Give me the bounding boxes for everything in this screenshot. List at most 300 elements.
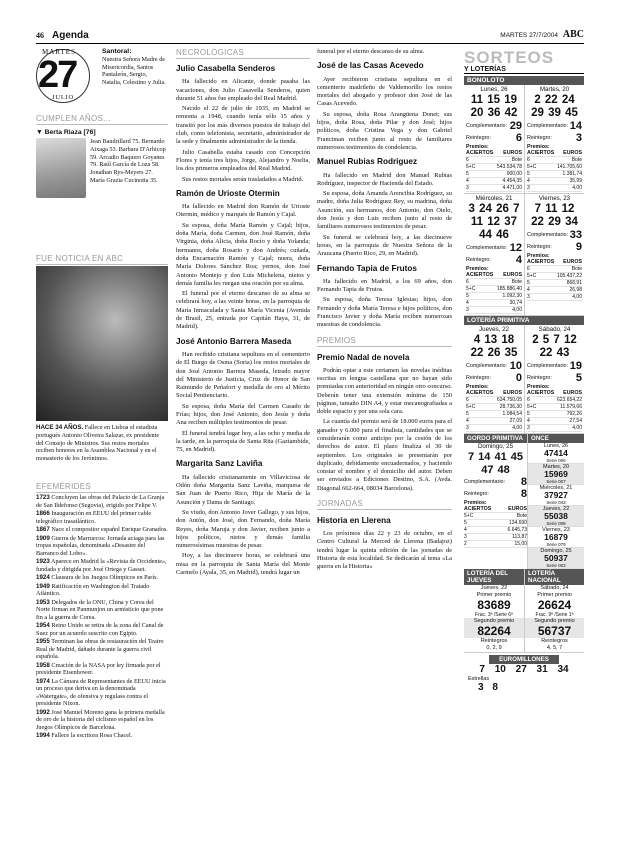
prize-category: 4 bbox=[466, 300, 469, 306]
draw-reint bbox=[466, 254, 522, 266]
efemeride-item bbox=[36, 494, 168, 509]
premios-label: Premios: bbox=[527, 384, 550, 390]
jornadas-heading: JORNADAS bbox=[317, 499, 452, 510]
obituary-title: José de las Casas Acevedo bbox=[317, 61, 424, 71]
obituary-title: Ramón de Urioste Otermin bbox=[176, 188, 280, 198]
bonoloto-results bbox=[464, 85, 584, 316]
efemeride-year: 1723 bbox=[36, 494, 50, 501]
draw-reint bbox=[466, 132, 522, 144]
efemeride-text: Fallece la escritora Rosa Chacel. bbox=[51, 732, 133, 739]
lottery-draw bbox=[524, 85, 584, 193]
prize-category: 3 bbox=[527, 425, 530, 431]
comp-label: Complementario: bbox=[466, 363, 508, 369]
prize-amount: Bote bbox=[511, 157, 522, 163]
prize-row bbox=[527, 411, 582, 418]
prize-row bbox=[527, 185, 582, 192]
efemeride-text: Creación de la NASA por ley firmada por el presidente Eisenhower. bbox=[36, 661, 161, 676]
euros-label: EUROS bbox=[563, 259, 582, 265]
draw-pair bbox=[464, 85, 584, 194]
lottery-draw bbox=[464, 325, 524, 433]
prize-row bbox=[464, 513, 527, 520]
efemeride-year: 1949 bbox=[36, 582, 50, 590]
page-header bbox=[36, 30, 584, 44]
prize-table bbox=[527, 384, 582, 432]
obituary-paragraph: El funeral tendrá lugar hoy, a las ocho y media de la tarde, en la parroquia de Santa Rita (Gaztambide, 75, en Madrid). bbox=[176, 429, 310, 454]
prize-category: 6 bbox=[466, 279, 469, 285]
euros-label: EUROS bbox=[563, 390, 582, 396]
sorteos-title: SORTEOS bbox=[464, 48, 555, 67]
reint-label: Reintegro: bbox=[466, 135, 491, 141]
prize-row bbox=[527, 178, 582, 185]
prize-amount: 26,98 bbox=[569, 287, 582, 293]
euromillones-bar: EUROMILLONES bbox=[489, 655, 559, 664]
efemeride-text: Concluyen las obras del Palacio de La Granja de San Ildefonso (Segovia), erigido por Felipe V. bbox=[36, 494, 165, 509]
obituary-paragraph: Ha fallecido en Madrid, a los 69 años, don Fernando Tapia de Frutos. bbox=[317, 277, 452, 294]
gordo-numbers: 7 14 41 45 47 48 bbox=[468, 451, 523, 476]
efemeride-text: La Cámara de Representantes de EEUU inicia un proceso que deriva en la denominada «Watergate», de ofensiva y regulass contra el presidente Nixon. bbox=[36, 677, 166, 707]
once-item bbox=[528, 485, 584, 506]
prize-category: 3 bbox=[466, 307, 469, 313]
prize-amount: 141.705,60 bbox=[556, 164, 582, 170]
prize-row bbox=[466, 307, 522, 314]
obituary-paragraph: Su esposa, doña Amanda Arencibia Rodríguez, su madre, doña Julia Rodríguez Rey, su madrina, doña Asunción, sus hermanos, don Antonio, don Otelo, don Jesús y don Luis reciben junto al resto de familiares numerosos testimonios de pesar. bbox=[317, 190, 452, 231]
once-day: Martes, 20 bbox=[543, 464, 569, 470]
prize-row bbox=[464, 520, 527, 527]
lottery-draw bbox=[524, 325, 584, 433]
efemeride-item bbox=[36, 622, 168, 637]
bonoloto-bar: BONOLOTO bbox=[464, 76, 584, 85]
aciertos-label: ACIERTOS bbox=[527, 259, 555, 265]
efemeride-text: Guerra de Marruecos: Jornada aciaga para las tropas españolas, denominada «Desastre del Barranco del Lobo». bbox=[36, 534, 165, 557]
jueves-second-label: Segundo premio bbox=[464, 618, 524, 625]
draw-comp bbox=[466, 242, 522, 254]
comp-value: 12 bbox=[509, 242, 522, 254]
once-item bbox=[528, 443, 584, 464]
prize-amount: 11.579,66 bbox=[560, 404, 582, 410]
jueves-first-extra: Frac. 3ª /Serie 6ª bbox=[475, 611, 513, 618]
prize-row bbox=[527, 397, 582, 404]
efemeride-year: 1867 bbox=[36, 526, 50, 533]
nacional-second: 56737 bbox=[525, 625, 584, 638]
prize-category: 5 bbox=[527, 280, 530, 286]
primitiva-bar: LOTERÍA PRIMITIVA bbox=[464, 316, 584, 325]
jueves-second: 82264 bbox=[464, 625, 524, 638]
prize-row bbox=[527, 273, 582, 280]
reint-label: Reintegro: bbox=[466, 257, 491, 263]
once-box bbox=[528, 434, 584, 569]
once-day: Miércoles, 21 bbox=[539, 485, 573, 491]
premios-heading: PREMIOS bbox=[317, 336, 452, 347]
reint-value: 5 bbox=[575, 372, 582, 384]
prize-amount: Bote bbox=[511, 279, 522, 285]
weekday: MARTES bbox=[42, 48, 76, 56]
prize-header bbox=[466, 272, 522, 279]
prize-header bbox=[464, 506, 527, 513]
prize-category: 5+C bbox=[527, 164, 537, 170]
prize-category: 5 bbox=[466, 293, 469, 299]
loterias-row bbox=[464, 569, 584, 653]
euros-label: EUROS bbox=[503, 272, 522, 278]
obituary-paragraph: Su esposa, doña Teresa Iglesias; hijos, don Fernando y doña María Teresa e hijos políticos, don Francisco Javier y doña María reciben numerosas muestras de condolencia. bbox=[317, 296, 452, 329]
efemeride-year: 1909 bbox=[36, 534, 50, 542]
euromillones-numbers: 7 10 27 31 34 bbox=[479, 663, 569, 675]
prize-category: 2 bbox=[464, 541, 467, 547]
obituary-paragraph: Hoy, a las diecinueve horas, se celebrará una misa en la parroquia de Santa María del Monte Carmelo (Ayala, 35, en Madrid), tendrá lugar un bbox=[176, 552, 310, 577]
prize-row bbox=[466, 418, 522, 425]
once-number: 37927 bbox=[544, 490, 568, 500]
prize-category: 3 bbox=[527, 294, 530, 300]
once-item bbox=[528, 464, 584, 485]
prize-category: 4 bbox=[466, 178, 469, 184]
month: JULIO bbox=[52, 94, 75, 101]
prize-row bbox=[527, 287, 582, 294]
nacional-reint-label: Reintegros bbox=[541, 638, 568, 645]
prize-row bbox=[527, 425, 582, 432]
prize-row bbox=[466, 164, 522, 171]
nacional-second-label: Segundo premio bbox=[525, 618, 584, 625]
comp-label: Complementario: bbox=[527, 232, 569, 238]
prize-category: 5 bbox=[527, 411, 530, 417]
prize-amount: 868,91 bbox=[566, 280, 582, 286]
obituary-paragraph: Su esposa, doña Rosa Arangüena Donet; sus hijos, doña Rosa, doña Pilar y don José; hijos políticos, doña Cristina Vega y don Gabriel Franctman reciben junto al resto de familiares numerosos testimonios de condolencia. bbox=[317, 110, 452, 151]
prize-header bbox=[527, 150, 582, 157]
premios-title: Premio Nadal de novela bbox=[317, 352, 410, 362]
prize-row bbox=[466, 178, 522, 185]
prize-row bbox=[466, 157, 522, 164]
prize-amount: 6.645,73 bbox=[507, 527, 527, 533]
draw-pair bbox=[464, 325, 584, 434]
reint-value: 0 bbox=[515, 372, 522, 384]
obituary-paragraph: Julio Casabella estaba casado con Concepción Flores y tenía tres hijos, Jorge, Alejandro y Noelia, los dos primeros empleados del Real Madrid. bbox=[176, 148, 310, 173]
premios-paragraph: La cuantía del premio será de 18.000 euros para el ganador y 6.000 para el finalista, cantidades que se considerarán como anticipo por la cesión de los derechos de autor. El plazo finaliza el 30 de septiembre. Los originales se presentarán por duplicado, debidamente encuadernados, y haciendo constar el nombre y el domicilio del autor. Deben ser enviados a Ediciones Destino, S.A. (Avda. Diagonal 662-664, 08034 Barcelona). bbox=[317, 418, 452, 492]
loteria-nacional bbox=[524, 569, 584, 652]
prize-row bbox=[466, 425, 522, 432]
obituary-title: Fernando Tapia de Frutos bbox=[317, 263, 417, 273]
photo-caption-bold: HACE 34 AÑOS. bbox=[36, 424, 84, 431]
prize-amount: 4,00 bbox=[512, 307, 522, 313]
reint-label: Reintegro: bbox=[464, 491, 489, 497]
once-bar: ONCE bbox=[528, 434, 584, 443]
prize-row bbox=[527, 418, 582, 425]
necrologicas-heading: NECROLÓGICAS bbox=[176, 48, 310, 59]
prize-table bbox=[466, 384, 522, 432]
efemerides-heading: EFEMÉRIDES bbox=[36, 482, 168, 493]
photo-caption-text: Fallece en Lisboa el estadista portugués Antonio Oliveira Salazar, ex presidente del Consejo de Ministros. Sus restos mortales reciben honores en la Asamblea Nacional y en el monasterio de los Jerónimos. bbox=[36, 424, 160, 463]
aciertos-label: ACIERTOS bbox=[527, 150, 555, 156]
prize-row bbox=[466, 279, 522, 286]
draw-day: Viernes, 23 bbox=[538, 195, 571, 202]
section-title: Agenda bbox=[52, 30, 89, 41]
sorteos-subtitle: Y LOTERÍAS bbox=[464, 66, 584, 74]
efemeride-item bbox=[36, 638, 168, 661]
nacional-first-extra: Frac. 9ª /Serie 1ª bbox=[535, 611, 574, 618]
prize-table bbox=[527, 144, 582, 192]
efemeride-text: Aparece en Madrid la «Revista de Occidente», fundada y dirigida por José Ortega y Gasset. bbox=[36, 558, 167, 573]
santoral-text: Nuestra Señora Madre de Misericordia, Santos Pantaleón, Sergio, Natalia, Celestino y Julia. bbox=[102, 55, 166, 87]
prize-amount: Bote bbox=[571, 157, 582, 163]
once-number: 15969 bbox=[544, 469, 568, 479]
efemeride-year: 1953 bbox=[36, 598, 50, 606]
efemeride-item bbox=[36, 558, 168, 573]
euromillones-box bbox=[464, 655, 584, 693]
aciertos-label: ACIERTOS bbox=[466, 390, 494, 396]
prize-amount: Bote bbox=[516, 513, 527, 519]
prize-category: 5+C bbox=[466, 286, 476, 292]
cumple-heading: CUMPLEN AÑOS... bbox=[36, 114, 168, 125]
gordo-box bbox=[464, 434, 528, 569]
prize-row bbox=[527, 280, 582, 287]
reint-label: Reintegro: bbox=[527, 375, 552, 381]
prize-category: 6 bbox=[527, 266, 530, 272]
once-number: 50937 bbox=[544, 553, 568, 563]
prize-table bbox=[527, 253, 582, 301]
gordo-bar: GORDO PRIMITIVA bbox=[464, 434, 527, 443]
prize-row bbox=[464, 534, 527, 541]
draw-numbers: 4 13 18 22 26 35 bbox=[470, 334, 518, 359]
obituary-paragraph: Su funeral se celebrará hoy, a las diecinueve horas, en la parroquia de Nuestra Señora de la Araucana (Puerto Rico, 29, en Madrid). bbox=[317, 233, 452, 258]
cumple-name: ▼ Berta Riaza [76] bbox=[36, 129, 96, 136]
obituary-paragraph: Ayer recibieron cristiana sepultura en el cementerio madrileño de Valdemorillo los restos mortales del abogado y profesor don José de las Casas Acevedo. bbox=[317, 75, 452, 108]
obituary-paragraph: Han recibido cristiana sepultura en el cementerio de El Burgo de Osma (Soria) los restos mortales de don José Antonio Barrera Maseda, letrado mayor del Ministerio de Justicia, Cruz de Honor de San Raimundo de Peñafort y medalla de oro al Mérito Social Penitenciario. bbox=[176, 350, 310, 400]
prize-category: 5 bbox=[464, 520, 467, 526]
nacional-bar: LOTERÍA NACIONAL bbox=[525, 569, 584, 585]
prize-category: 3 bbox=[466, 185, 469, 191]
prize-amount: 792,26 bbox=[566, 411, 582, 417]
prize-amount: 113,87 bbox=[512, 534, 527, 540]
lottery-draw bbox=[464, 85, 524, 193]
once-serie: Serie 007 bbox=[546, 479, 566, 484]
prize-row bbox=[527, 164, 582, 171]
prize-header bbox=[527, 390, 582, 397]
obituary-paragraph: Su esposa, doña María del Carmen Casado de Frías; hijos, don José Antonio, don Jesús y doña Ana reciben múltiples testimonios de pesar. bbox=[176, 402, 310, 427]
premios-label: Premios: bbox=[466, 144, 489, 150]
reint-value: 4 bbox=[515, 254, 522, 266]
reint-label: Reintegro: bbox=[527, 244, 552, 250]
efemeride-item bbox=[36, 709, 168, 732]
reint-value: 9 bbox=[575, 241, 582, 253]
once-day: Domingo, 25 bbox=[540, 548, 572, 554]
obituary-paragraph: Ha fallecido en Alicante, donde pasaba las vacaciones, don Julio Casavella Senderos, quien durante 51 años fue empleado del Real Madrid. bbox=[176, 78, 310, 102]
prize-amount: 4.454,35 bbox=[502, 178, 522, 184]
prize-row bbox=[527, 171, 582, 178]
efemeride-year: 1955 bbox=[36, 638, 50, 645]
obituary-paragraph: Ha fallecido cristianamente en Villaviciosa de Odón doña Margarita Sanz Laviña, marquesa de San Juan de Puerto Rico, Hija de María de la Asunción y Dama de Santiago. bbox=[176, 473, 310, 506]
prize-category: 5+C bbox=[466, 404, 476, 410]
obituary-title: Julio Casabella Senderos bbox=[176, 64, 276, 73]
comp-label: Complementario: bbox=[466, 245, 508, 251]
nacional-first-label: Primer premio bbox=[537, 591, 572, 598]
lottery-draw bbox=[464, 194, 524, 315]
berta-riaza-photo bbox=[36, 138, 86, 198]
efemeride-item bbox=[36, 662, 168, 677]
prize-category: 4 bbox=[464, 527, 467, 533]
premios-label: Premios: bbox=[527, 253, 550, 259]
efemeride-item bbox=[36, 678, 168, 708]
gordo-comp bbox=[464, 476, 527, 488]
obituary-title: José Antonio Barrera Maseda bbox=[176, 336, 292, 346]
efemeride-year: 1954 bbox=[36, 622, 50, 629]
draw-reint bbox=[527, 132, 582, 144]
prize-category: 3 bbox=[464, 534, 467, 540]
issue-date: MARTES 27/7/2004 bbox=[500, 32, 558, 39]
obituary-paragraph: Ha fallecido en Madrid don Ramón de Urioste Otermin, médico y marqués de Ramón y Cajal. bbox=[176, 203, 310, 219]
draw-comp bbox=[466, 360, 522, 372]
prize-table bbox=[464, 500, 527, 548]
reint-label: Reintegro: bbox=[466, 375, 491, 381]
once-number: 47414 bbox=[544, 448, 568, 458]
continuation bbox=[317, 48, 452, 56]
aciertos-label: ACIERTOS bbox=[466, 272, 494, 278]
prize-amount: 35,99 bbox=[569, 178, 582, 184]
gordo-day: Domingo, 25 bbox=[477, 443, 514, 450]
prize-category: 4 bbox=[527, 178, 530, 184]
prize-category: 6 bbox=[466, 397, 469, 403]
efemeride-year: 1992 bbox=[36, 708, 50, 716]
foto-heading: FUE NOTICIA EN ABC bbox=[36, 254, 168, 265]
prize-amount: 105.437,22 bbox=[556, 273, 582, 279]
prize-row bbox=[466, 411, 522, 418]
prize-row bbox=[464, 527, 527, 534]
prize-amount: 30,74 bbox=[509, 300, 522, 306]
efemeride-text: Ratificación en Washington del Tratado Atlántico. bbox=[36, 582, 150, 597]
draw-comp bbox=[466, 120, 522, 132]
efemerides-list bbox=[36, 494, 168, 741]
prize-category: 3 bbox=[527, 185, 530, 191]
obituary-paragraph: Su esposa, doña María Ramón y Cajal; hijos, doña María, doña Carmen, don José Ramón, doña Virginia, doña Alicia, doña Rocío y doña Yolanda; hermanos, doña Rosario y don Andrés; cuñada, doña Encarnación Ramón y Cajal; nuera, doña María Dolores Sánchez Roa; yernos, don José Antonio Montejo y don Luis Michelena, nietos y demás familia les ruegan una oración por su alma. bbox=[176, 221, 310, 287]
loteria-jueves bbox=[464, 569, 524, 652]
prize-row bbox=[466, 293, 522, 300]
prize-row bbox=[527, 294, 582, 301]
premios-label: Premios: bbox=[466, 266, 489, 272]
efemeride-year: 1866 bbox=[36, 510, 50, 517]
once-day: Viernes, 23 bbox=[542, 527, 570, 533]
prize-amount: 27,09 bbox=[509, 418, 522, 424]
prize-category: 6 bbox=[527, 157, 530, 163]
once-item bbox=[528, 548, 584, 569]
nacional-first: 26624 bbox=[537, 597, 572, 612]
efemeride-year: 1994 bbox=[36, 732, 50, 739]
prize-header bbox=[527, 259, 582, 266]
prize-category: 5+C bbox=[527, 273, 537, 279]
prize-category: 5+C bbox=[527, 404, 537, 410]
efemeride-text: Nace el compositor español Enrique Granados. bbox=[51, 526, 168, 533]
obituary-paragraph: Ha fallecido en Madrid don Manuel Rubias Rodríguez, inspector de Hacienda del Estado. bbox=[317, 171, 452, 187]
abc-logo: ABC bbox=[562, 29, 584, 40]
efemeride-item bbox=[36, 583, 168, 598]
once-serie: Serie 003 bbox=[546, 563, 566, 568]
draw-day: Sábado, 24 bbox=[538, 326, 571, 333]
obituary-title: Manuel Rubias Rodríguez bbox=[317, 157, 418, 167]
prize-amount: 634.750,05 bbox=[496, 397, 522, 403]
jueves-first: 83689 bbox=[477, 597, 511, 612]
obituary-paragraph: El funeral por el eterno descanso de su alma se celebrará hoy, a las veinte horas, en la parroquia de María Inmaculada y Santa María Vicenta (Avenida de Brasil, 25, entrada por Capitán Haya, 31, de Madrid). bbox=[176, 290, 310, 331]
jueves-reint: 0, 2, 9 bbox=[486, 644, 502, 651]
prize-category: 4 bbox=[527, 418, 530, 424]
prize-amount: 1.092,30 bbox=[502, 293, 522, 299]
comp-value: 29 bbox=[509, 120, 522, 132]
comp-value: 19 bbox=[569, 360, 582, 372]
comp-label: Complementario: bbox=[464, 479, 506, 485]
efemeride-text: Delegados de la ONU, China y Corea del Norte firman en Panmunjon un armisticio que pone fin a la guerra de Corea. bbox=[36, 598, 164, 621]
gordo-once-row bbox=[464, 434, 584, 569]
prize-category: 3 bbox=[466, 425, 469, 431]
draw-numbers: 2 22 24 29 39 45 bbox=[531, 94, 578, 119]
comp-value: 10 bbox=[509, 360, 522, 372]
draw-reint bbox=[527, 372, 582, 384]
prize-amount: 27,54 bbox=[569, 418, 582, 424]
obituary-paragraph: Sus restos mortales serán trasladados a Madrid. bbox=[182, 175, 304, 183]
prize-row bbox=[527, 266, 582, 273]
prize-amount: 543.534,78 bbox=[496, 164, 522, 170]
once-number: 16879 bbox=[544, 532, 568, 542]
prize-row bbox=[466, 286, 522, 293]
prize-category: 4 bbox=[466, 418, 469, 424]
jueves-first-label: Primer premio bbox=[476, 591, 512, 598]
efemeride-item bbox=[36, 732, 168, 740]
prize-row bbox=[527, 404, 582, 411]
jueves-bar: LOTERÍA DEL JUEVES bbox=[464, 569, 524, 585]
efemeride-text: Clausura de los Juegos Olímpicos en París. bbox=[51, 574, 159, 581]
prize-table bbox=[466, 144, 522, 192]
prize-amount: 900,00 bbox=[506, 171, 522, 177]
draw-day: Martes, 20 bbox=[539, 86, 570, 93]
comp-value: 33 bbox=[569, 229, 582, 241]
efemeride-year: 1923 bbox=[36, 558, 50, 565]
historic-photo bbox=[36, 266, 168, 421]
prize-amount: 28.736,30 bbox=[499, 404, 522, 410]
lottery-draw bbox=[524, 194, 584, 315]
once-item bbox=[528, 506, 584, 527]
day-number: 27 bbox=[38, 54, 77, 96]
prize-category: 6 bbox=[527, 397, 530, 403]
prize-category: 5+C bbox=[466, 164, 476, 170]
prize-row bbox=[466, 404, 522, 411]
prize-amount: 4,00 bbox=[572, 425, 582, 431]
once-item bbox=[528, 527, 584, 548]
sorteos-column bbox=[464, 50, 584, 693]
page-number: 46 bbox=[36, 31, 44, 40]
aciertos-label: ACIERTOS bbox=[527, 390, 555, 396]
prize-amount: 4,00 bbox=[572, 294, 582, 300]
efemeride-item bbox=[36, 526, 168, 534]
gordo-prizes bbox=[464, 500, 527, 548]
comp-label: Complementario: bbox=[466, 123, 508, 129]
prize-table bbox=[466, 266, 522, 314]
necrologicas-column bbox=[176, 48, 310, 579]
efemeride-item bbox=[36, 574, 168, 582]
reint-value: 6 bbox=[515, 132, 522, 144]
primitiva-results bbox=[464, 325, 584, 434]
draw-day: Miércoles, 21 bbox=[475, 195, 513, 202]
draw-numbers: 11 15 19 20 36 42 bbox=[470, 94, 518, 119]
euros-label: EUROS bbox=[503, 390, 522, 396]
euros-label: EUROS bbox=[508, 506, 527, 512]
prize-row bbox=[464, 541, 527, 548]
prize-category: 5+C bbox=[464, 513, 474, 519]
reint-value: 8 bbox=[520, 488, 527, 500]
efemeride-year: 1958 bbox=[36, 661, 50, 669]
comp-label: Complementario: bbox=[527, 363, 569, 369]
efemeride-year: 1924 bbox=[36, 574, 50, 581]
draw-numbers: 3 24 26 7 11 12 37 44 46 bbox=[468, 203, 520, 241]
once-serie: Serie 043 bbox=[546, 500, 566, 505]
obituary-paragraph: Su viudo, don Antonio Jover Gallego, y sus hijos, don Antón, don José, don Fernando, doña María Reyes, doña Maruja y don Javier, reciben junto a hijos políticos, nietos y demás familia numerosísimas muestras de pesar. bbox=[176, 508, 310, 550]
prize-amount: 623.654,22 bbox=[556, 397, 582, 403]
prize-row bbox=[466, 171, 522, 178]
prize-category: 5 bbox=[527, 171, 530, 177]
efemeride-item bbox=[36, 599, 168, 622]
jueves-reint-label: Reintegros bbox=[480, 638, 508, 645]
